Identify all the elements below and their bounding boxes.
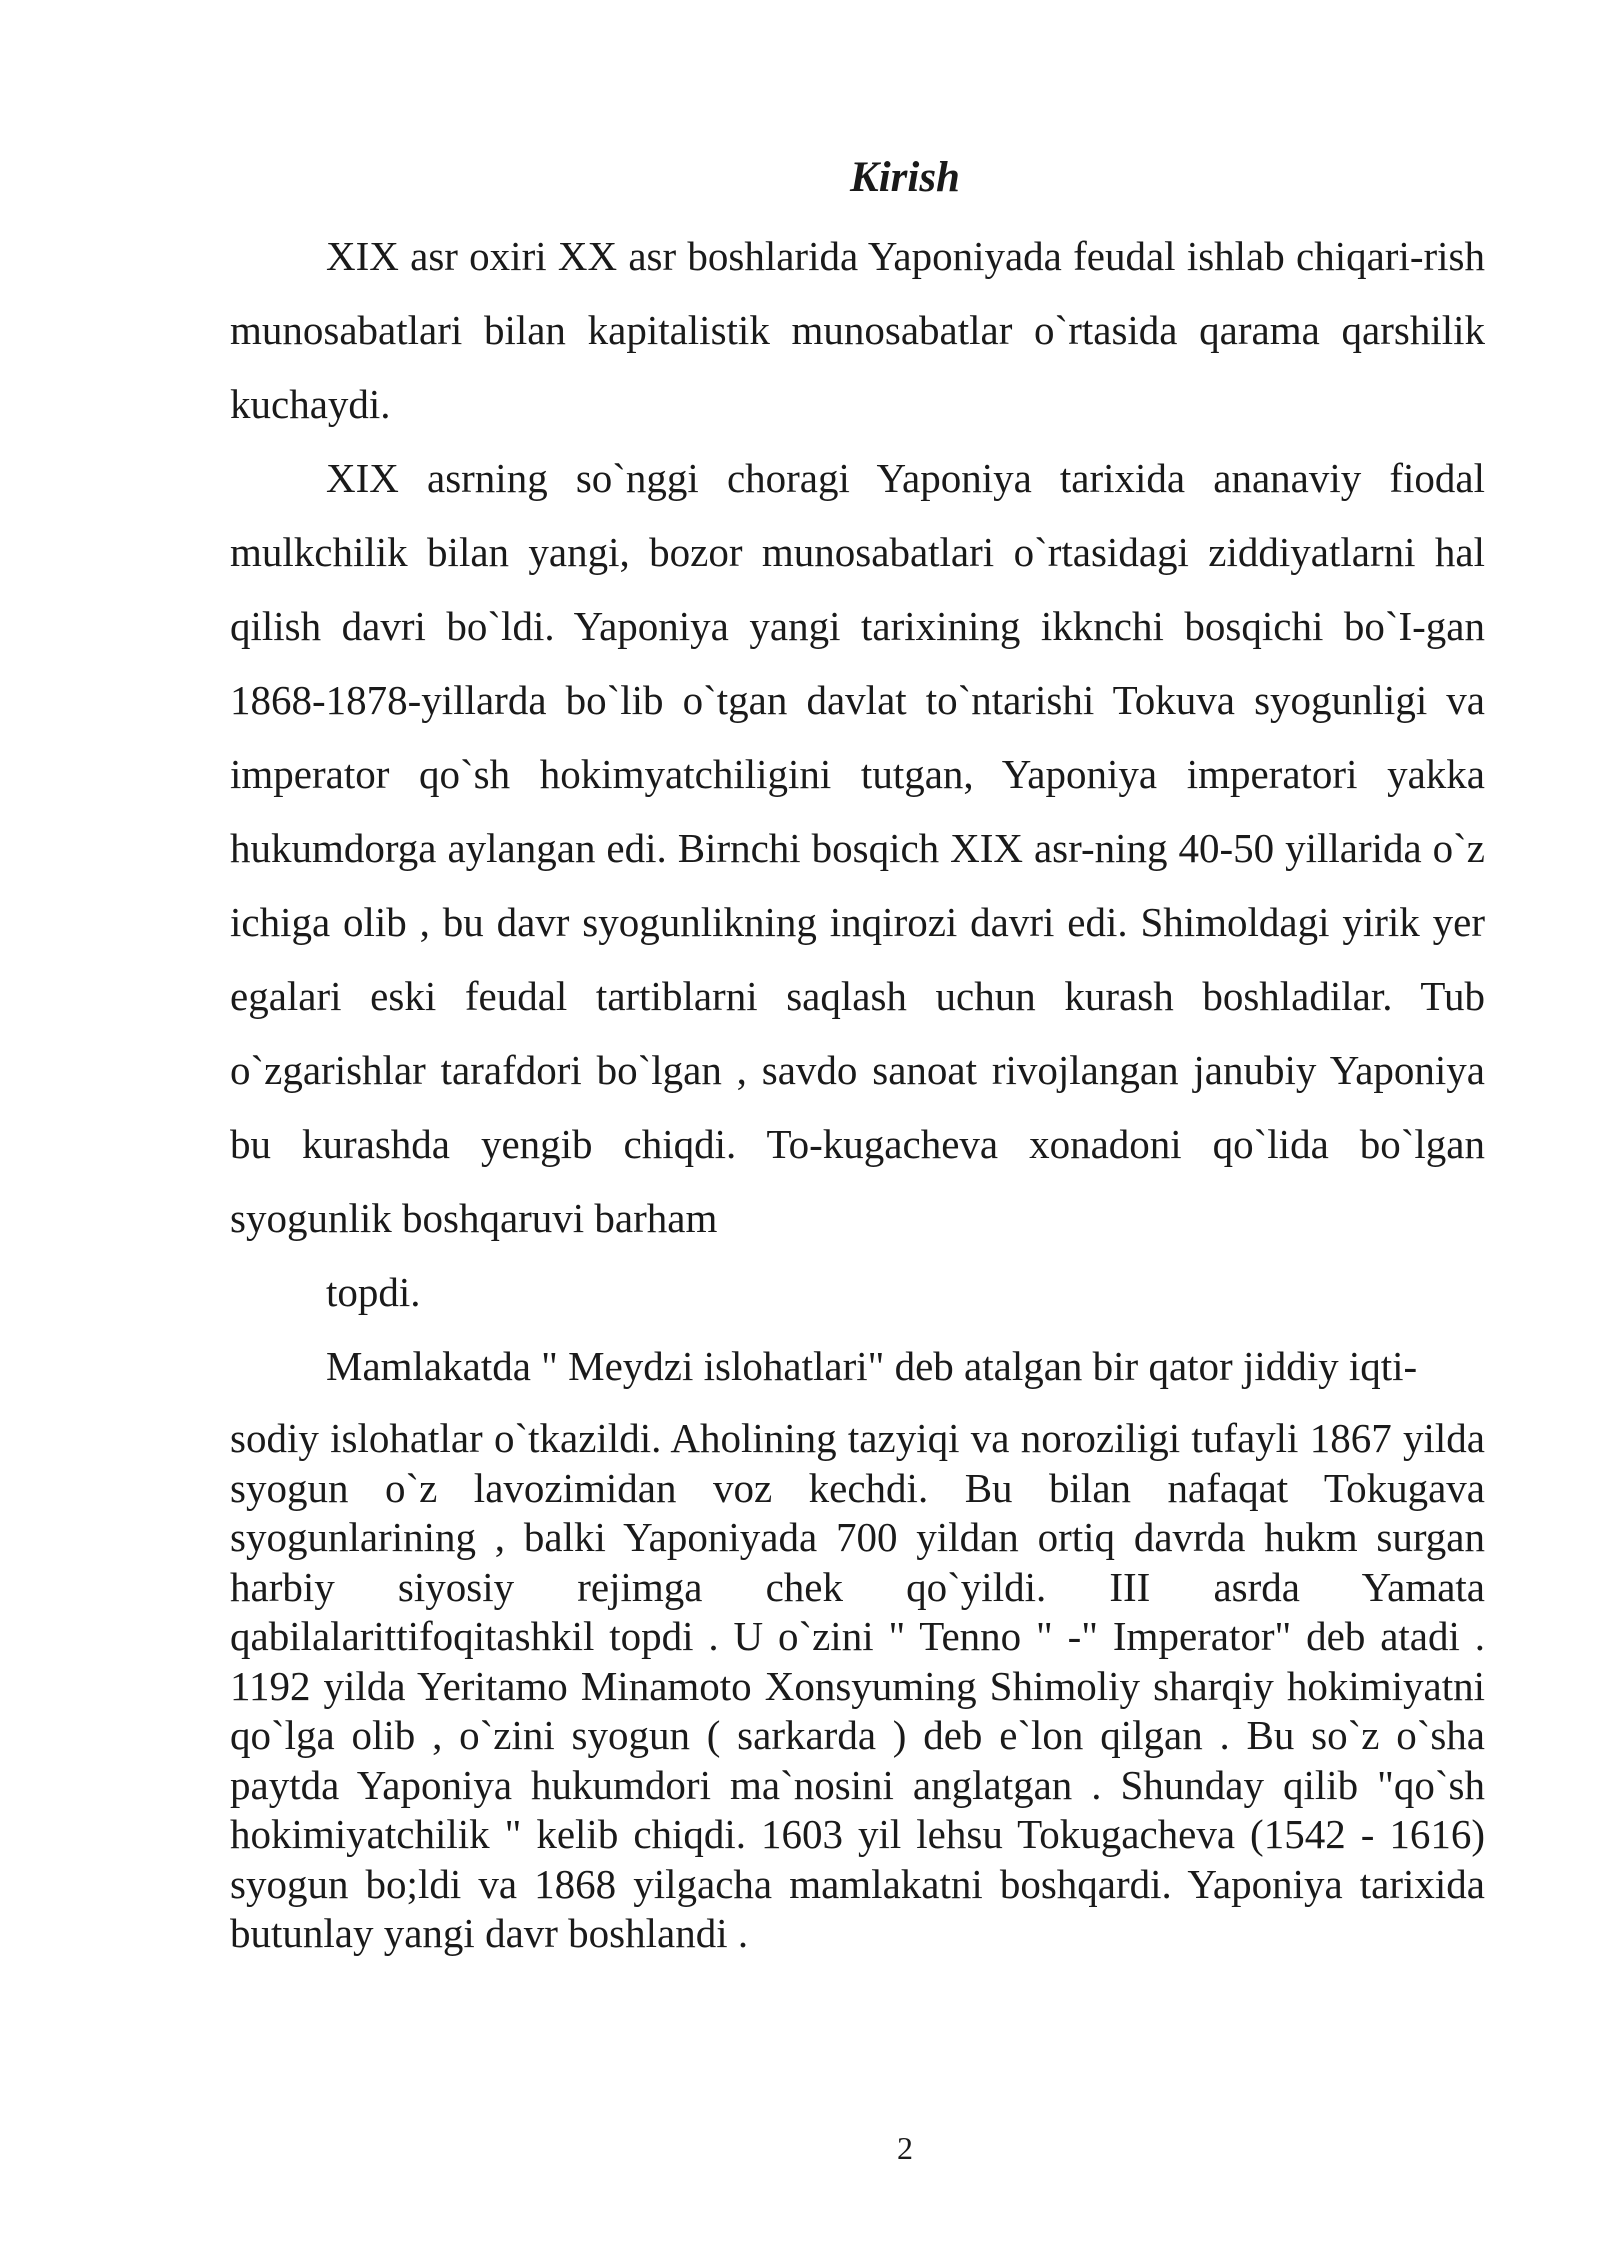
continuation-word: topdi. [326,1269,421,1315]
paragraph-history: XIX asrning so`nggi choragi Yaponiya tarixida ananaviy fiodal mulkchilik bilan yangi, bozor munosabatlari o`rtasidagi ziddiyatlarni hal qilish davri bo`ldi. Yaponiya yangi tarixining ikknchi bosqichi bo`I-gan 1868-1878-yillarda bo`lib o`tgan davlat to`ntarishi Tokuva syogunligi va imperator qo`sh hokimyatchiligini tutgan, Yaponiya imperatori yakka hukumdorga aylangan edi. Birnchi bosqich XIX asr-ning 40-50 yillarida o`z ichiga olib , bu davr syogunlikning inqirozi davri edi. Shimoldagi yirik yer egalari eski feudal tartiblarni saqlash uchun kurash boshladilar. Tub o`zgarishlar tarafdori bo`lgan , savdo sanoat rivojlangan janubiy Yaponiya bu kurashda yengib chiqdi. To-kugacheva xonadoni qo`lida bo`lgan syogunlik boshqaruvi barham [230,455,1485,1241]
paragraph-reforms: sodiy islohatlar o`tkazildi. Aholining tazyiqi va noroziligi tufayli 1867 yilda syogun o`z lavozimidan voz kechdi. Bu bilan nafaqat Tokugava syogunlarining , balki Yaponiyada 700 yildan ortiq davrda hukm surgan harbiy siyosiy rejimga chek qo`yildi. III asrda Yamata qabilalarittifoqitashkil topdi . U o`zini " Tenno " -" Imperator" deb atadi . 1192 yilda Yeritamo Minamoto Xonsyuming Shimoliy sharqiy hokimiyatni qo`lga olib , o`zini syogun ( sarkarda ) deb e`lon qilgan . Bu so`z o`sha paytda Yaponiya hukumdori ma`nosini anglatgan . Shunday qilib "qo`sh hokimiyatchilik " kelib chiqdi. 1603 yil lehsu Tokugacheva (1542 - 1616) syogun bo;ldi va 1868 yilgacha mamlakatni boshqardi. Yaponiya tarixida butunlay yangi davr boshlandi . [230,1415,1485,1956]
reforms-line: Mamlakatda " Meydzi islohatlari" deb atalgan bir qator jiddiy iqti- [326,1343,1418,1389]
paragraph-intro: XIX asr oxiri XX asr boshlarida Yaponiyada feudal ishlab chiqari-rish munosabatlari bilan kapitalistik munosabatlar o`rtasida qarama qarshilik kuchaydi. [230,233,1485,427]
page-number: 2 [897,2130,913,2166]
paragraph-continuation [326,1255,1506,1403]
page-title: Kirish [850,154,960,201]
